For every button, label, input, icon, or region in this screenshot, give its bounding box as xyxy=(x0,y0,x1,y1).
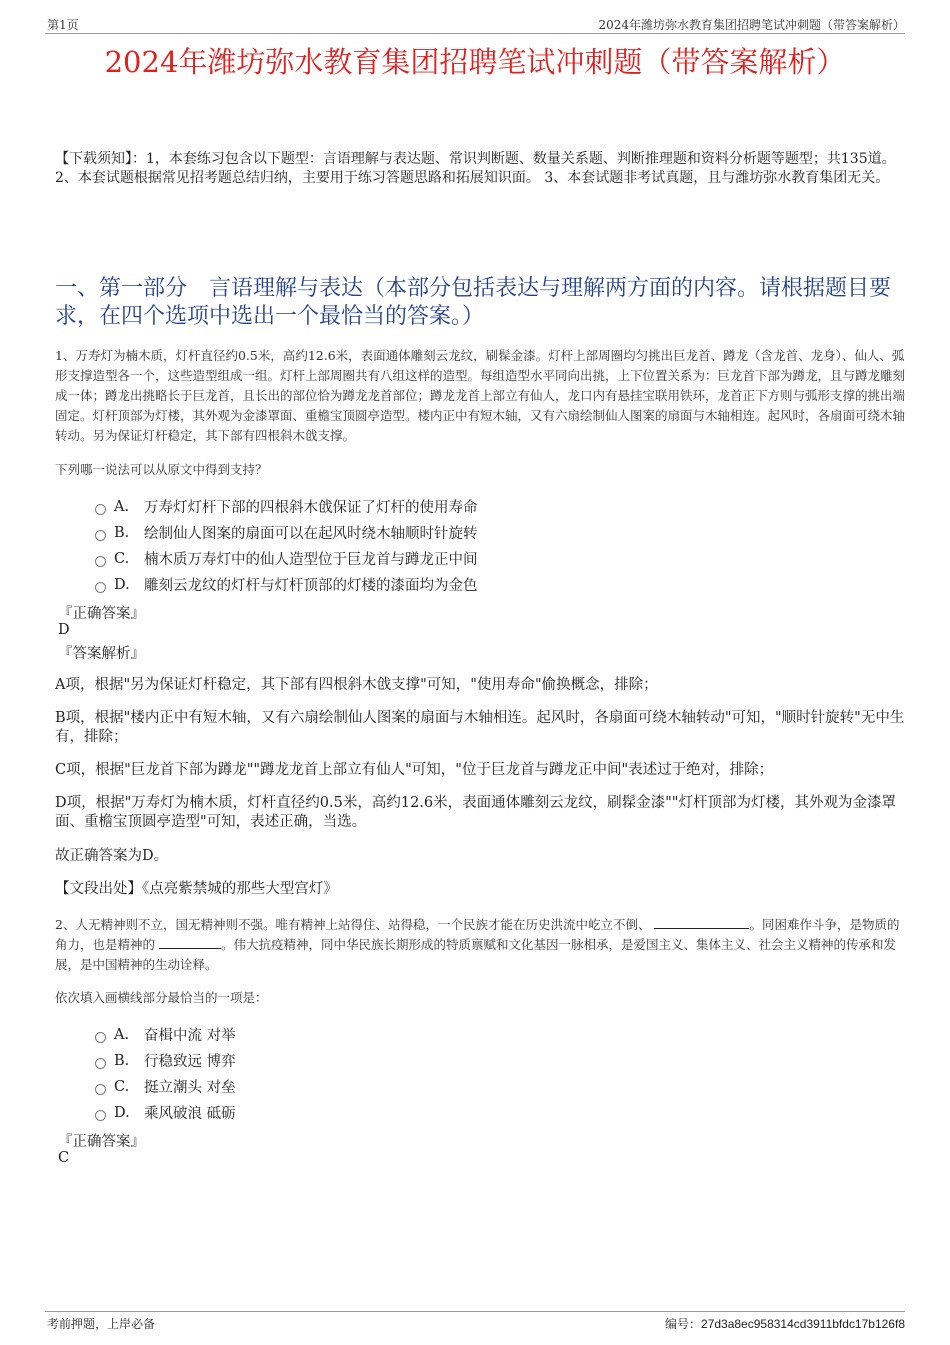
option-letter: A. xyxy=(114,498,130,515)
radio-icon[interactable] xyxy=(95,1058,106,1069)
q2-answer: C xyxy=(58,1150,70,1166)
q1-answer: D xyxy=(58,622,70,638)
q2-option-c[interactable] xyxy=(95,1076,236,1097)
option-letter: C. xyxy=(114,1078,130,1095)
q1-option-c[interactable] xyxy=(95,548,478,569)
q1-passage: 1、万寿灯为楠木质，灯杆直径约0.5米，高约12.6米，表面通体雕刻云龙纹，刷髹金漆。灯杆上部周圈均匀挑出巨龙首、蹲龙（含龙首、龙身）、仙人、弧形支撑造型各一个，这些造型组成一组。灯杆上部周圈共有八组这样的造型。每组造型水平同向出挑，上下位置关系为：巨龙首下部为蹲龙，且与蹲龙雕刻成一体；蹲龙出挑略长于巨龙首，且长出的部位恰为蹲龙龙首部位；蹲龙龙首上部立有仙人，龙口内有悬挂宝联用铁环，龙首正下方则与弧形支撑的挑出端固定。灯杆顶部为灯楼，其外观为金漆罩面、重檐宝顶圆亭造型。楼内正中有短木轴，又有六扇绘制仙人图案的扇面与木轴相连。起风时，各扇面可绕木轴转动。另为保证灯杆稳定，其下部有四根斜木戗支撑。 xyxy=(55,348,906,443)
option-text: 楠木质万寿灯中的仙人造型位于巨龙首与蹲龙正中间 xyxy=(144,552,478,568)
header-title: 2024年潍坊弥水教育集团招聘笔试冲刺题（带答案解析） xyxy=(598,18,905,32)
option-text: 万寿灯灯杆下部的四根斜木戗保证了灯杆的使用寿命 xyxy=(144,500,478,516)
q2-question: 依次填入画横线部分最恰当的一项是： xyxy=(55,990,268,1005)
fill-blank-2 xyxy=(159,936,221,949)
q2-passage xyxy=(55,915,905,975)
q1-question: 下列哪一说法可以从原文中得到支持？ xyxy=(55,462,268,477)
q1-source: 【文段出处】《点亮紫禁城的那些大型宫灯》 xyxy=(55,881,338,897)
fill-blank-1 xyxy=(654,916,749,929)
page-number: 第1页 xyxy=(47,18,79,32)
passage-text: 2、人无精神则不立，国无精神则不强。唯有精神上站得住、站得稳，一个民族才能在历史洪流中屹立不倒、 xyxy=(55,917,651,932)
option-text: 挺立潮头 对垒 xyxy=(144,1080,236,1096)
option-text: 雕刻云龙纹的灯杆与灯杆顶部的灯楼的漆面均为金色 xyxy=(144,578,478,594)
q1-analysis-a: A项，根据"另为保证灯杆稳定，其下部有四根斜木戗支撑"可知，"使用寿命"偷换概念，排除； xyxy=(55,677,658,693)
passage-text: 。伟大抗疫精神，同中华民族长期形成的特质禀赋和文化基因一脉相承，是爱国主义、集体主义、社会主义精神的传承和发展，是中国精神的生动诠释。 xyxy=(55,937,897,972)
option-letter: B. xyxy=(114,1052,130,1069)
option-text: 行稳致远 博弈 xyxy=(144,1054,236,1070)
download-notice: 【下载须知】：1，本套练习包含以下题型：言语理解与表达题、常识判断题、数量关系题、判断推理题和资料分析题等题型；共135道。 2、本套试题根据常见招考题总结归纳，主要用于练习答题思路和拓展知识面。 3、本套试题非考试真题，且与潍坊弥水教育集团无关。 xyxy=(55,151,896,186)
option-text: 乘风破浪 砥砺 xyxy=(144,1106,236,1122)
radio-icon[interactable] xyxy=(95,582,106,593)
section-heading: 一、第一部分 言语理解与表达（本部分包括表达与理解两方面的内容。请根据题目要求，在四个选项中选出一个最恰当的答案。） xyxy=(55,276,892,329)
option-letter: C. xyxy=(114,550,130,567)
q1-option-d[interactable] xyxy=(95,574,478,595)
code-label: 编号： xyxy=(665,1317,702,1331)
option-letter: A. xyxy=(114,1026,130,1043)
option-letter: D. xyxy=(114,576,130,593)
option-letter: D. xyxy=(114,1104,130,1121)
option-text: 奋楫中流 对举 xyxy=(144,1028,236,1044)
q1-analysis-d: D项，根据"万寿灯为楠木质，灯杆直径约0.5米，高约12.6米，表面通体雕刻云龙纹，刷髹金漆""灯杆顶部为灯楼，其外观为金漆罩面、重檐宝顶圆亭造型"可知，表述正确，当选。 xyxy=(55,795,896,830)
q2-option-a[interactable] xyxy=(95,1024,236,1045)
radio-icon[interactable] xyxy=(95,556,106,567)
passage-text: 。同困难作斗争，是物质的角力，也是精神的 xyxy=(55,917,900,952)
q1-option-a[interactable] xyxy=(95,496,478,517)
q1-analysis-c: C项，根据"巨龙首下部为蹲龙""蹲龙龙首上部立有仙人"可知，"位于巨龙首与蹲龙正中间"表述过于绝对，排除； xyxy=(55,762,774,778)
footer-divider xyxy=(45,1311,905,1312)
header-divider xyxy=(45,33,905,34)
radio-icon[interactable] xyxy=(95,1110,106,1121)
radio-icon[interactable] xyxy=(95,1032,106,1043)
code-value: 27d3a8ec958314cd3911bfdc17b126f8 xyxy=(701,1317,905,1331)
document-title: 2024年潍坊弥水教育集团招聘笔试冲刺题（带答案解析） xyxy=(104,45,846,79)
q1-conclusion: 故正确答案为D。 xyxy=(55,848,169,864)
q1-analysis-b: B项，根据"楼内正中有短木轴，又有六扇绘制仙人图案的扇面与木轴相连。起风时，各扇面可绕木轴转动"可知，"顺时针旋转"无中生有，排除； xyxy=(55,710,905,745)
q2-option-d[interactable] xyxy=(95,1102,236,1123)
radio-icon[interactable] xyxy=(95,530,106,541)
q1-option-b[interactable] xyxy=(95,522,478,543)
q2-answer-label: 『正确答案』 xyxy=(58,1134,145,1150)
option-letter: B. xyxy=(114,524,130,541)
q1-answer-label: 『正确答案』 xyxy=(58,606,145,622)
footer-slogan: 考前押题，上岸必备 xyxy=(47,1317,156,1331)
q2-option-b[interactable] xyxy=(95,1050,236,1071)
radio-icon[interactable] xyxy=(95,504,106,515)
option-text: 绘制仙人图案的扇面可以在起风时绕木轴顺时针旋转 xyxy=(144,526,478,542)
q1-analysis-label: 『答案解析』 xyxy=(58,646,145,662)
radio-icon[interactable] xyxy=(95,1084,106,1095)
footer-code xyxy=(665,1315,905,1332)
